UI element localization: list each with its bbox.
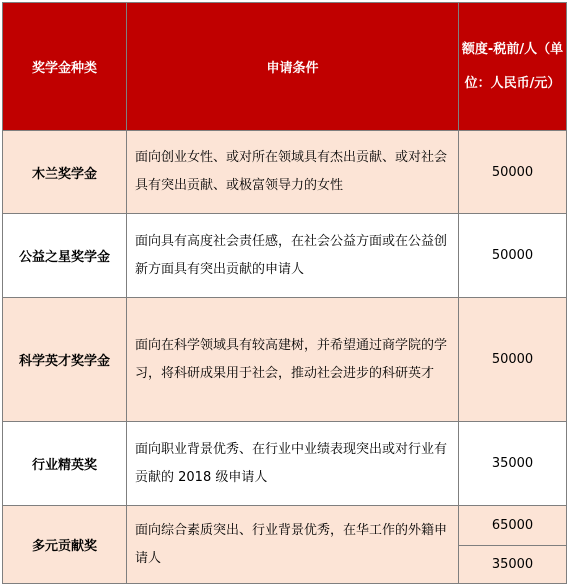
scholarship-condition: 面向综合素质突出、行业背景优秀，在华工作的外籍申请人 bbox=[127, 506, 459, 584]
scholarship-condition: 面向具有高度社会责任感，在社会公益方面或在公益创新方面具有突出贡献的申请人 bbox=[127, 214, 459, 298]
scholarship-amount-2: 35000 bbox=[459, 546, 567, 584]
scholarship-condition: 面向在科学领域具有较高建树，并希望通过商学院的学习，将科研成果用于社会，推动社会进步的科研英才 bbox=[127, 298, 459, 422]
scholarship-table bbox=[2, 2, 567, 584]
header-condition: 申请条件 bbox=[127, 3, 459, 131]
scholarship-amount: 35000 bbox=[459, 422, 567, 506]
scholarship-kind: 公益之星奖学金 bbox=[3, 214, 127, 298]
table-header-row bbox=[3, 3, 567, 131]
scholarship-condition: 面向职业背景优秀、在行业中业绩表现突出或对行业有贡献的 2018 级申请人 bbox=[127, 422, 459, 506]
table-row bbox=[3, 131, 567, 214]
scholarship-amount-1: 65000 bbox=[459, 506, 567, 546]
scholarship-condition: 面向创业女性、或对所在领域具有杰出贡献、或对社会具有突出贡献、或极富领导力的女性 bbox=[127, 131, 459, 214]
scholarship-kind: 行业精英奖 bbox=[3, 422, 127, 506]
table-row bbox=[3, 422, 567, 506]
table-row bbox=[3, 506, 567, 546]
table-row bbox=[3, 214, 567, 298]
header-kind: 奖学金种类 bbox=[3, 3, 127, 131]
scholarship-amount: 50000 bbox=[459, 131, 567, 214]
scholarship-kind: 科学英才奖学金 bbox=[3, 298, 127, 422]
scholarship-amount: 50000 bbox=[459, 298, 567, 422]
scholarship-amount: 50000 bbox=[459, 214, 567, 298]
scholarship-kind: 多元贡献奖 bbox=[3, 506, 127, 584]
scholarship-kind: 木兰奖学金 bbox=[3, 131, 127, 214]
header-amount: 额度-税前/人（单位：人民币/元） bbox=[459, 3, 567, 131]
table-row bbox=[3, 298, 567, 422]
